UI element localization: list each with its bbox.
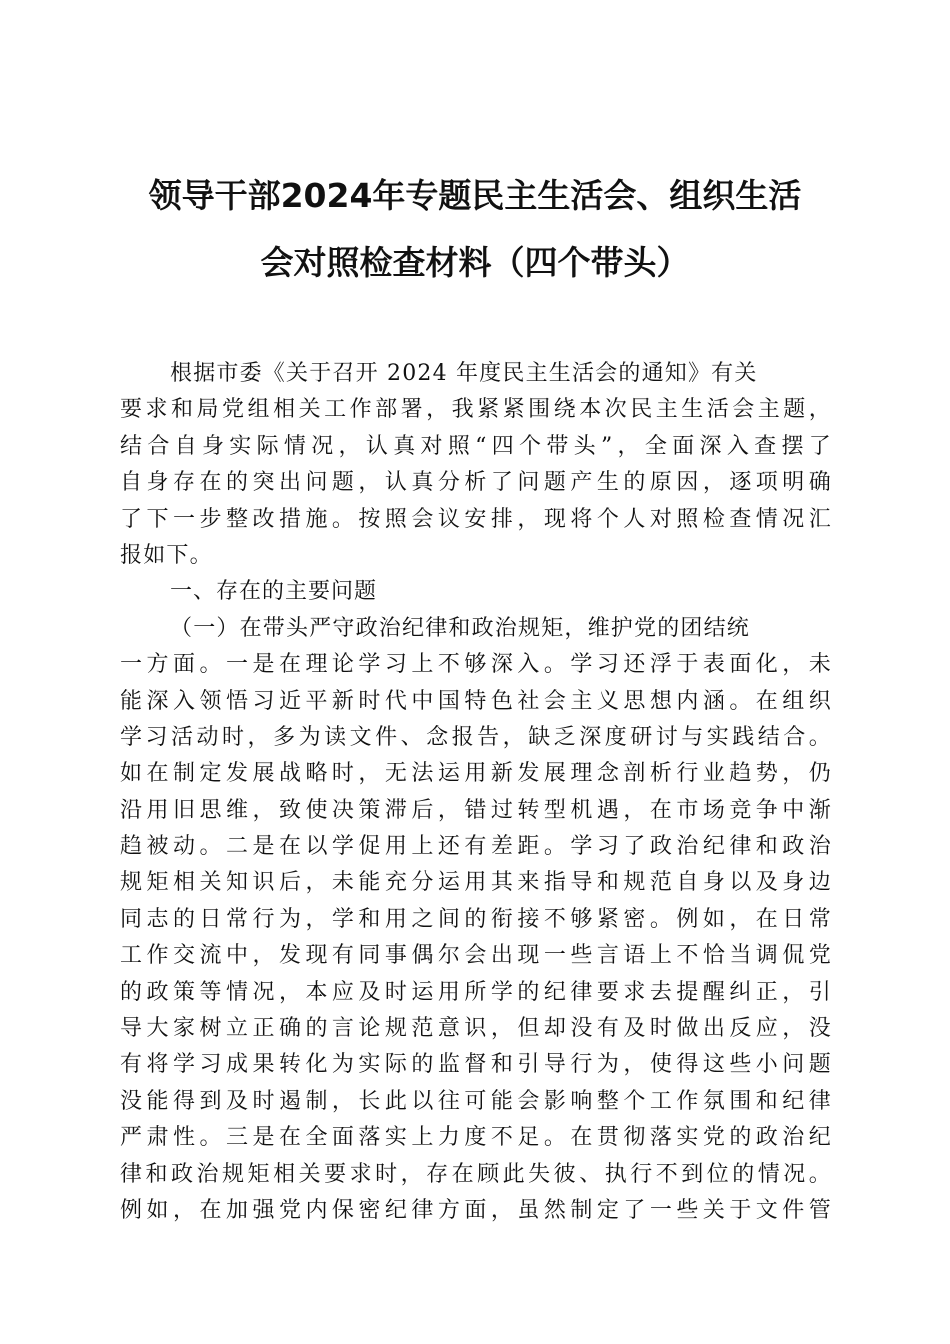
paragraph-line: 严肃性。三是在全面落实上力度不足。在贯彻落实党的政治纪 [120,1125,832,1151]
paragraph-line: 律和政治规矩相关要求时，存在顾此失彼、执行不到位的情况。 [120,1161,832,1187]
paragraph-line: 自身存在的突出问题，认真分析了问题产生的原因，逐项明确 [120,470,832,496]
section-heading: 一、存在的主要问题 [170,579,378,605]
paragraph-line: 一方面。一是在理论学习上不够深入。学习还浮于表面化，未 [120,652,832,678]
paragraph-line: 学习活动时，多为读文件、念报告，缺乏深度研讨与实践结合。 [120,724,832,750]
paragraph-line: 没能得到及时遏制，长此以往可能会影响整个工作氛围和纪律 [120,1088,832,1114]
paragraph-line: 例如，在加强党内保密纪律方面，虽然制定了一些关于文件管 [120,1197,832,1223]
paragraph-line: 根据市委《关于召开 2024 年度民主生活会的通知》有关 [170,361,758,386]
paragraph-line: 能深入领悟习近平新时代中国特色社会主义思想内涵。在组织 [120,688,832,714]
paragraph-line: 规矩相关知识后，未能充分运用其来指导和规范自身以及身边 [120,870,832,896]
paragraph-line: 报如下。 [120,542,213,568]
paragraph-line: 导大家树立正确的言论规范意识，但却没有及时做出反应，没 [120,1016,832,1042]
paragraph-line: 如在制定发展战略时，无法运用新发展理念剖析行业趋势，仍 [120,761,832,787]
paragraph-line: 了下一步整改措施。按照会议安排，现将个人对照检查情况汇 [120,506,832,532]
paragraph-line: 同志的日常行为，学和用之间的衔接不够紧密。例如，在日常 [120,906,832,932]
document-title-line-2: 会对照检查材料（四个带头） [260,243,690,282]
paragraph-line: 工作交流中，发现有同事偶尔会出现一些言语上不恰当调侃党 [120,943,832,969]
subsection-heading-line: （一）在带头严守政治纪律和政治规矩，维护党的团结统 [170,615,751,641]
document-title-line-1: 领导干部2024年专题民主生活会、组织生活 [148,176,802,215]
paragraph-line: 要求和局党组相关工作部署，我紧紧围绕本次民主生活会主题， [120,397,832,423]
document-body [120,356,832,1229]
paragraph-line: 沿用旧思维，致使决策滞后，错过转型机遇，在市场竞争中渐 [120,797,832,823]
paragraph-line: 趋被动。二是在以学促用上还有差距。学习了政治纪律和政治 [120,834,832,860]
paragraph-line: 的政策等情况，本应及时运用所学的纪律要求去提醒纠正，引 [120,979,832,1005]
paragraph-line: 有将学习成果转化为实际的监督和引导行为，使得这些小问题 [120,1052,832,1078]
paragraph-line: 结合自身实际情况，认真对照“四个带头”，全面深入查摆了 [120,433,832,459]
